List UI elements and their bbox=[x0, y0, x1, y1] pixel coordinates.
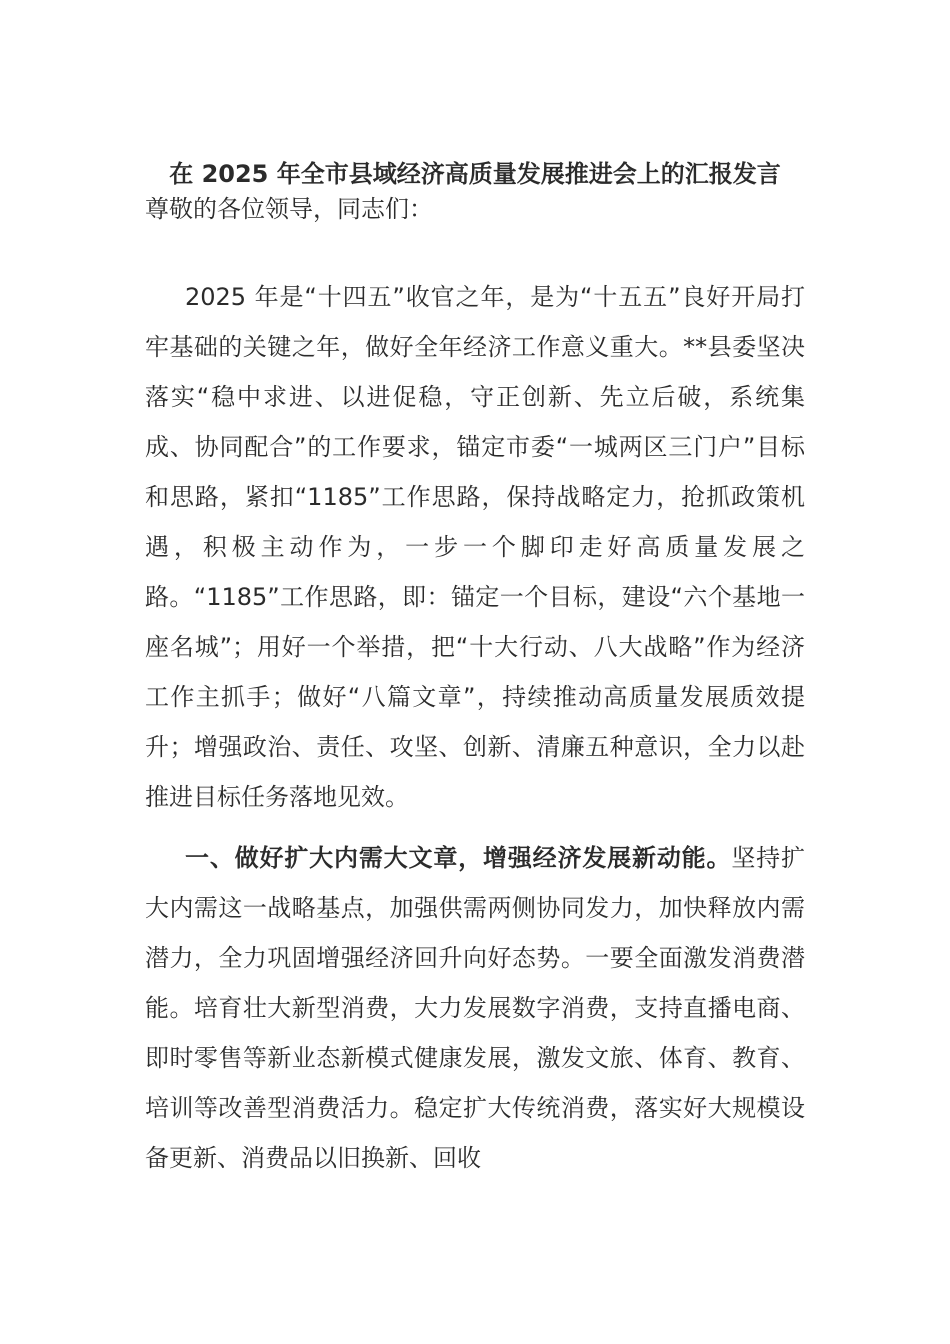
paragraph-intro-text: 2025 年是“十四五”收官之年，是为“十五五”良好开局打牢基础的关键之年，做好全年经济工作意义重大。**县委坚决落实“稳中求进、以进促稳，守正创新、先立后破，系统集成、协同配合”的工作要求，锚定市委“一城两区三门户”目标和思路，紧扣“1185”工作思路，保持战略定力，抢抓政策机遇，积极主动作为，一步一个脚印走好高质量发展之路。“1185”工作思路，即：锚定一个目标，建设“六个基地一座名城”；用好一个举措，把“十大行动、八大战略”作为经济工作主抓手；做好“八篇文章”，持续推动高质量发展质效提升；增强政治、责任、攻坚、创新、清廉五种意识，全力以赴推进目标任务落地见效。 bbox=[145, 283, 805, 811]
section-one-text: 坚持扩大内需这一战略基点，加强供需两侧协同发力，加快释放内需潜力，全力巩固增强经济回升向好态势。一要全面激发消费潜能。培育壮大新型消费，大力发展数字消费，支持直播电商、即时零售等新业态新模式健康发展，激发文旅、体育、教育、培训等改善型消费活力。稳定扩大传统消费，落实好大规模设备更新、消费品以旧换新、回收 bbox=[145, 844, 806, 1172]
salutation: 尊敬的各位领导，同志们： bbox=[145, 195, 433, 223]
paragraph-section-one bbox=[145, 833, 805, 1183]
document-title: 在 2025 年全市县域经济高质量发展推进会上的汇报发言 bbox=[169, 160, 781, 188]
section-one-heading: 一、做好扩大内需大文章，增强经济发展新动能。 bbox=[185, 844, 732, 872]
paragraph-intro bbox=[145, 272, 805, 822]
